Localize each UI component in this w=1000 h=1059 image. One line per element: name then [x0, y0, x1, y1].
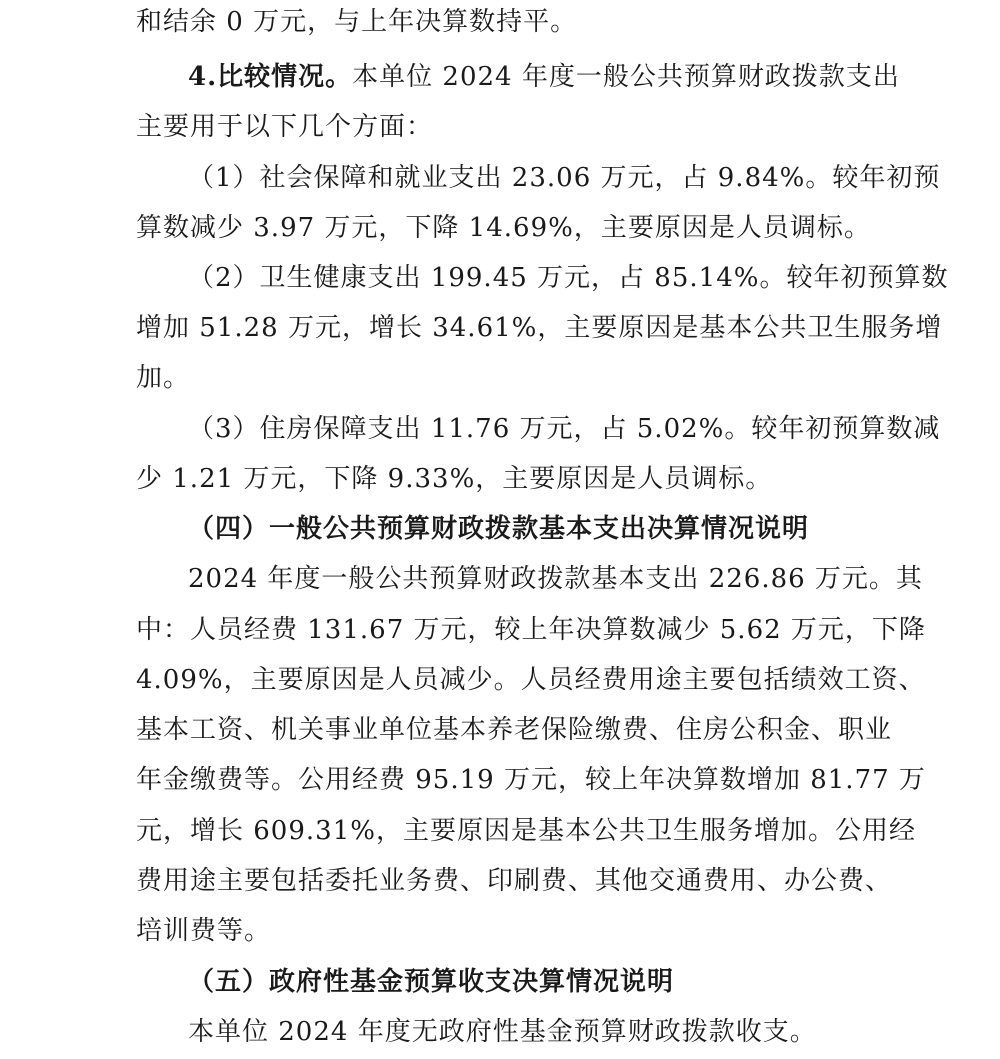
- paragraph-line: （1）社会保障和就业支出 23.06 万元，占 9.84%。较年初预: [188, 163, 941, 193]
- paragraph-line: （3）住房保障支出 11.76 万元，占 5.02%。较年初预算数减: [188, 414, 941, 444]
- paragraph-line: 基本工资、机关事业单位基本养老保险缴费、住房公积金、职业: [136, 715, 893, 745]
- paragraph-line: 2024 年度一般公共预算财政拨款基本支出 226.86 万元。其: [188, 564, 923, 594]
- paragraph-line: 本单位 2024 年度无政府性基金预算财政拨款收支。: [188, 1017, 817, 1047]
- paragraph-line: 主要用于以下几个方面：: [136, 112, 434, 142]
- paragraph-line: 元，增长 609.31%，主要原因是基本公共卫生服务增加。公用经: [136, 816, 916, 846]
- paragraph-line: 中：人员经费 131.67 万元，较上年决算数减少 5.62 万元，下降: [136, 615, 926, 645]
- comparison-paragraph-line: [188, 57, 900, 97]
- paragraph-line: （2）卫生健康支出 199.45 万元，占 85.14%。较年初预算数: [188, 263, 949, 293]
- section-heading: （四）一般公共预算财政拨款基本支出决算情况说明: [188, 514, 810, 544]
- paragraph-line: 增加 51.28 万元，增长 34.61%，主要原因是基本公共卫生服务增: [136, 313, 943, 343]
- paragraph-line: 费用途主要包括委托业务费、印刷费、其他交通费用、办公费、: [136, 866, 893, 896]
- comparison-heading: 4.比较情况。: [188, 62, 353, 92]
- paragraph-line: 加。: [136, 363, 191, 393]
- paragraph-line: 年金缴费等。公用经费 95.19 万元，较上年决算数增加 81.77 万: [136, 765, 926, 795]
- paragraph-line: 培训费等。: [136, 916, 272, 946]
- section-heading: （五）政府性基金预算收支决算情况说明: [188, 967, 675, 997]
- comparison-text: 本单位 2024 年度一般公共预算财政拨款支出: [352, 62, 900, 92]
- paragraph-line: 少 1.21 万元，下降 9.33%，主要原因是人员调标。: [136, 464, 773, 494]
- paragraph-line: 4.09%，主要原因是人员减少。人员经费用途主要包括绩效工资、: [136, 665, 926, 695]
- paragraph-line: 和结余 0 万元，与上年决算数持平。: [136, 7, 578, 37]
- paragraph-line: 算数减少 3.97 万元，下降 14.69%，主要原因是人员调标。: [136, 213, 871, 243]
